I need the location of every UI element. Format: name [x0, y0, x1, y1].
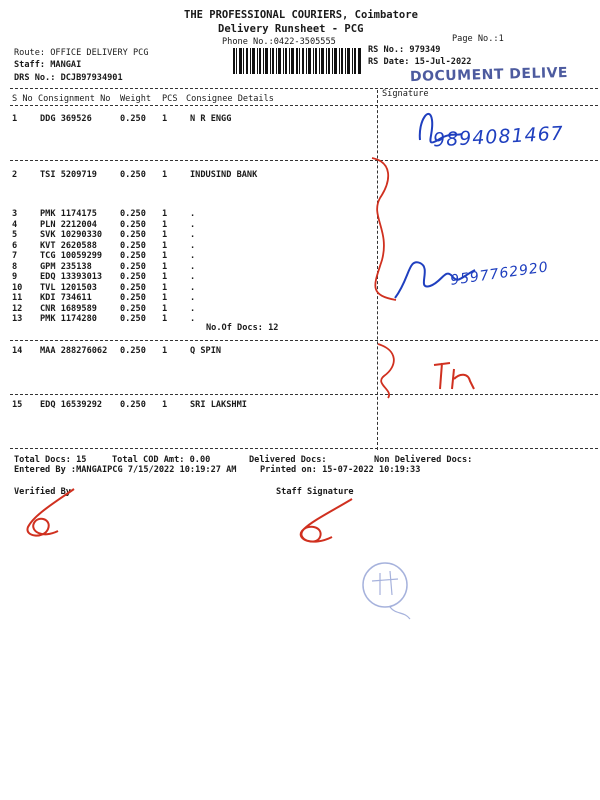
- verified-by-label: Verified By: [14, 487, 71, 497]
- table-row: [0, 209, 600, 219]
- row-pcs: 1: [162, 272, 168, 282]
- table-row: [0, 400, 600, 410]
- row-consignment-no: TVL 1201503: [40, 282, 97, 293]
- table-row: [0, 314, 600, 324]
- row-consignment-no: PMK 1174280: [40, 314, 97, 324]
- divider: [10, 448, 598, 449]
- row-consignment-no: CNR 1689589: [40, 303, 97, 314]
- handwritten-phone: 9894081467: [432, 122, 565, 152]
- row-consignee: .: [190, 251, 196, 261]
- divider: [10, 340, 598, 341]
- table-row: [0, 346, 600, 356]
- row-weight: 0.250: [120, 219, 146, 230]
- company-name: THE PROFESSIONAL COURIERS, Coimbatore: [184, 9, 418, 21]
- row-consignee: .: [190, 261, 196, 272]
- table-row: [0, 220, 600, 230]
- staff-signature-label: Staff Signature: [276, 487, 354, 497]
- row-consignee: .: [190, 282, 196, 293]
- row-pcs: 1: [162, 240, 168, 251]
- row-consignment-no: DDG 369526: [40, 114, 92, 124]
- table-row: [0, 293, 600, 303]
- divider: [10, 160, 598, 161]
- total-docs: Total Docs: 15: [14, 455, 87, 465]
- staff: Staff: MANGAI: [14, 60, 82, 70]
- table-header: [0, 89, 600, 104]
- col-header-sno: S No: [12, 94, 33, 104]
- row-consignment-no: PMK 1174175: [40, 209, 97, 219]
- row-pcs: 1: [162, 251, 168, 261]
- col-header-signature: Signature: [382, 89, 429, 99]
- row-pcs: 1: [162, 261, 168, 272]
- divider: [10, 105, 598, 106]
- row-sno: 10: [12, 282, 23, 293]
- row-consignee: INDUSIND BANK: [190, 170, 258, 180]
- table-row: [0, 170, 600, 180]
- row-weight: 0.250: [120, 293, 146, 303]
- row-pcs: 1: [162, 114, 168, 124]
- group-doc-count: No.Of Docs: 12: [206, 323, 279, 333]
- rs-number: RS No.: 979349: [368, 45, 441, 55]
- route: Route: OFFICE DELIVERY PCG: [14, 48, 149, 58]
- row-weight: 0.250: [120, 209, 146, 219]
- row-sno: 3: [12, 209, 18, 219]
- row-consignment-no: EDQ 16539292: [40, 400, 103, 410]
- row-consignment-no: KDI 734611: [40, 293, 92, 303]
- faint-round-stamp: [350, 555, 430, 625]
- row-consignment-no: GPM 235138: [40, 261, 92, 272]
- row-weight: 0.250: [120, 170, 146, 180]
- row-weight: 0.250: [120, 114, 146, 124]
- verifier-signature: [14, 485, 84, 545]
- row-consignment-no: TCG 10059299: [40, 251, 103, 261]
- row-pcs: 1: [162, 400, 168, 410]
- row-sno: 12: [12, 303, 23, 314]
- row-consignee: .: [190, 209, 196, 219]
- table-row: [0, 283, 600, 293]
- printed-on: Printed on: 15-07-2022 10:19:33: [260, 465, 421, 475]
- table-row: [0, 241, 600, 251]
- col-header-consignee: Consignee Details: [186, 94, 274, 104]
- row-consignment-no: PLN 2212004: [40, 219, 97, 230]
- staff-signature: [282, 495, 362, 550]
- row-sno: 11: [12, 293, 23, 303]
- row-consignee: Q SPIN: [190, 346, 222, 356]
- total-cod-amount: Total COD Amt: 0.00: [112, 455, 211, 465]
- row-pcs: 1: [162, 282, 168, 293]
- row-weight: 0.250: [120, 251, 146, 261]
- phone-number: Phone No.:0422-3505555: [222, 37, 336, 47]
- row-consignee: .: [190, 303, 196, 314]
- row-consignee: SRI LAKSHMI: [190, 400, 247, 410]
- row-consignment-no: EDQ 13393013: [40, 272, 103, 282]
- row-sno: 15: [12, 400, 23, 410]
- table-row: [0, 114, 600, 124]
- row-consignment-no: TSI 5209719: [40, 170, 97, 180]
- row-weight: 0.250: [120, 282, 146, 293]
- delivered-docs: Delivered Docs:: [249, 455, 327, 465]
- row-sno: 4: [12, 219, 18, 230]
- handwritten-phone: 9597762920: [449, 259, 550, 289]
- row-pcs: 1: [162, 209, 168, 219]
- document-delivered-stamp: DOCUMENT DELIVE: [409, 64, 569, 86]
- barcode: [233, 48, 361, 74]
- row-sno: 2: [12, 170, 18, 180]
- row-consignee: .: [190, 219, 196, 230]
- row-pcs: 1: [162, 303, 168, 314]
- divider: [10, 394, 598, 395]
- row-sno: 5: [12, 230, 18, 240]
- row-weight: 0.250: [120, 230, 146, 240]
- row-weight: 0.250: [120, 346, 146, 356]
- row-consignment-no: SVK 10290330: [40, 230, 103, 240]
- row-consignee: .: [190, 240, 196, 251]
- row-consignment-no: KVT 2620588: [40, 240, 97, 251]
- row-pcs: 1: [162, 219, 168, 230]
- row-weight: 0.250: [120, 303, 146, 314]
- row-weight: 0.250: [120, 314, 146, 324]
- row-sno: 8: [12, 261, 18, 272]
- drs-number: DRS No.: DCJB97934901: [14, 73, 123, 83]
- row-sno: 14: [12, 346, 23, 356]
- row-sno: 1: [12, 114, 18, 124]
- row-pcs: 1: [162, 170, 168, 180]
- row-pcs: 1: [162, 314, 168, 324]
- red-ink-scribble: [368, 340, 428, 400]
- row-sno: 6: [12, 240, 18, 251]
- table-row: [0, 304, 600, 314]
- row-sno: 7: [12, 251, 18, 261]
- divider: [10, 88, 598, 89]
- row-pcs: 1: [162, 293, 168, 303]
- row-consignment-no: MAA 288276062: [40, 346, 108, 356]
- row-consignee: .: [190, 272, 196, 282]
- non-delivered-docs: Non Delivered Docs:: [374, 455, 473, 465]
- row-consignee: N R ENGG: [190, 114, 232, 124]
- row-pcs: 1: [162, 230, 168, 240]
- handwritten-initials: [430, 355, 480, 395]
- row-weight: 0.250: [120, 400, 146, 410]
- row-weight: 0.250: [120, 272, 146, 282]
- entered-by: Entered By :MANGAIPCG 7/15/2022 10:19:27 AM: [14, 465, 237, 475]
- row-weight: 0.250: [120, 261, 146, 272]
- row-weight: 0.250: [120, 240, 146, 251]
- row-consignee: .: [190, 230, 196, 240]
- page-number: Page No.:1: [452, 34, 504, 44]
- row-sno: 13: [12, 314, 23, 324]
- row-sno: 9: [12, 272, 18, 282]
- col-header-pcs: PCS: [162, 94, 178, 104]
- rs-date: RS Date: 15-Jul-2022: [368, 57, 472, 67]
- row-consignee: .: [190, 293, 196, 303]
- sheet-title: Delivery Runsheet - PCG: [218, 23, 364, 35]
- table-row: [0, 251, 600, 261]
- row-pcs: 1: [162, 346, 168, 356]
- col-header-consignment: Consignment No: [38, 94, 111, 104]
- table-row: [0, 230, 600, 240]
- col-header-weight: Weight: [120, 94, 152, 104]
- row-consignee: .: [190, 314, 196, 324]
